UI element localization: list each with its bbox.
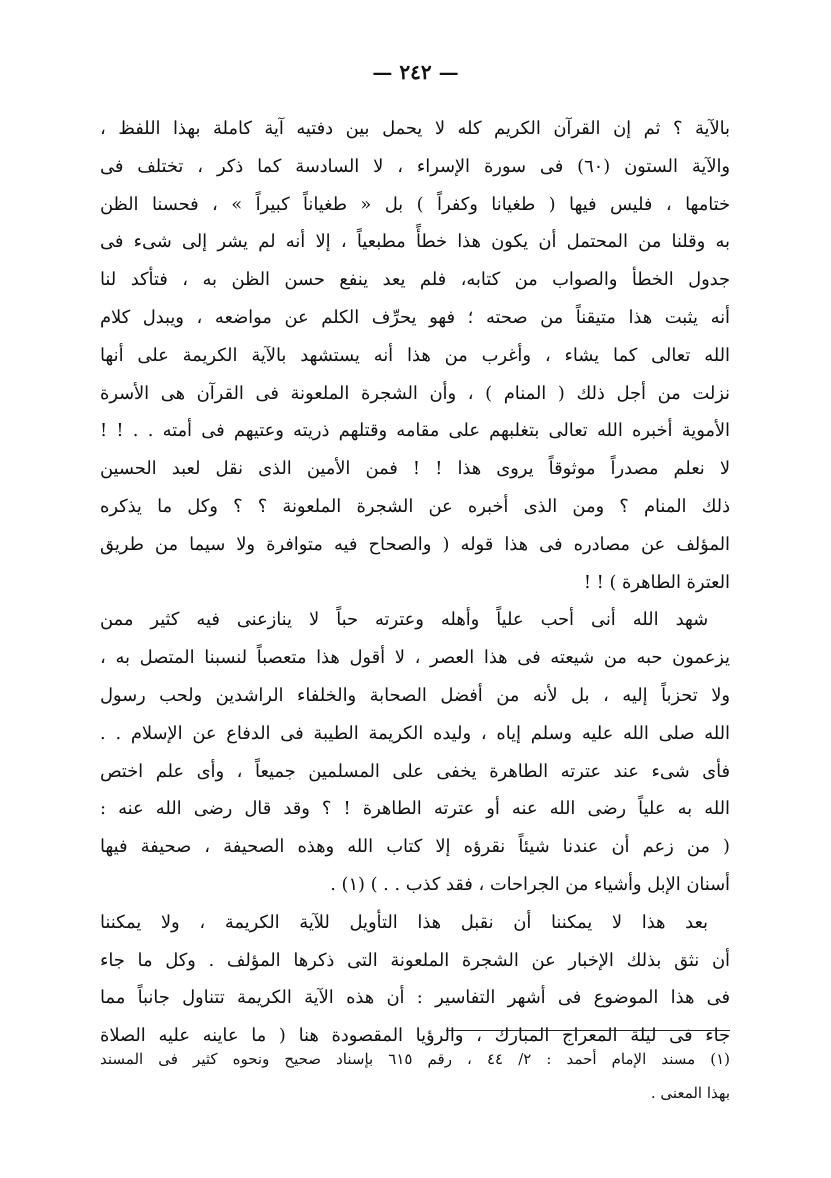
- text-line: الأموية أخبره الله تعالى بتغلبهم على مقامه وقتلهم ذريته وعتيهم فى أمته . . ! !: [100, 420, 730, 442]
- paragraph: [100, 904, 730, 1055]
- page-number: — ٢٤٢ —: [372, 60, 459, 84]
- text-line: أن نثق بذلك الإخبار عن الشجرة الملعونة التى ذكرها المؤلف . وكل ما جاء: [100, 949, 730, 971]
- text-line: ( من زعم أن عندنا شيئاً نقرؤه إلا كتاب الله وهذه الصحيفة ، صحيفة فيها: [100, 836, 730, 858]
- paragraph: [100, 110, 730, 601]
- footnote: [100, 1042, 730, 1110]
- text-line: به وقلنا من المحتمل أن يكون هذا خطأً مطبعياً ، إلا أنه لم يشر إلى شىء فى: [100, 231, 730, 253]
- text-line: ختامها ، فليس فيها ( طغيانا وكفراً ) بل « طغياناً كبيراً » ، فحسنا الظن: [100, 193, 730, 215]
- text-line: المؤلف عن مصادره فى هذا قوله ( والصحاح فيه متوافرة ولا سيما من طريق: [100, 533, 730, 555]
- text-line: فأى شىء عند عترته الطاهرة يخفى على المسلمين جميعاً ، وأى علم اختص: [100, 760, 730, 782]
- text-line: أسنان الإبل وأشياء من الجراحات ، فقد كذب . . ) (١) .: [330, 873, 730, 895]
- text-line: جاء فى ليلة المعراج المبارك ، والرؤيا المقصودة هنا ( ما عاينه عليه الصلاة: [100, 1025, 730, 1047]
- text-line: بعد هذا لا يمكننا أن نقبل هذا التأويل للآية الكريمة ، ولا يمكننا: [100, 911, 708, 933]
- text-line: لا نعلم مصدراً موثوقاً يروى هذا ! ! فمن الأمين الذى نقل لعبد الحسين: [100, 458, 730, 480]
- text-line: العترة الطاهرة ) ! !: [583, 571, 730, 593]
- text-line: شهد الله أنى أحب علياً وأهله وعترته حباً لا ينازعنى فيه كثير ممن: [100, 609, 708, 631]
- paragraph: [100, 601, 730, 903]
- text-line: ولا تحزباً إليه ، بل لأنه من أفضل الصحابة والخلفاء الراشدين ولحب رسول: [100, 684, 730, 706]
- text-line: بالآية ؟ ثم إن القرآن الكريم كله لا يحمل بين دفتيه آية كاملة بهذا اللفظ ،: [100, 118, 730, 139]
- text-line: ذلك المنام ؟ ومن الذى أخبره عن الشجرة الملعونة ؟ ؟ وكل ما يذكره: [100, 495, 730, 517]
- text-line: جدول الخطأ والصواب من كتابه، فلم يعد ينفع حسن الظن به ، فتأكد لنا: [100, 269, 730, 291]
- text-line: الله تعالى كما يشاء ، وأغرب من هذا أنه يستشهد بالآية الكريمة على أنها: [100, 344, 730, 366]
- text-line: نزلت من أجل ذلك ( المنام ) ، وأن الشجرة الملعونة فى القرآن هى الأسرة: [100, 382, 730, 404]
- text-line: فى هذا الموضوع فى أشهر التفاسير : أن هذه الآية الكريمة تتناول جانباً مما: [100, 987, 730, 1009]
- text-line: أنه يثبت هذا متيقناً من صحته ؛ فهو يحرِّف الكلم عن مواضعه ، ويبدل كلام: [100, 306, 730, 328]
- footnote-line: بهذا المعنى .: [650, 1084, 730, 1102]
- footnote-divider: [446, 1030, 730, 1031]
- body-text: [100, 110, 730, 1055]
- text-line: يزعمون حبه من شيعته فى هذا العصر ، لا أقول هذا متعصباً لنسبنا المتصل به ،: [100, 647, 730, 669]
- footnote-line: (١) مسند الإمام أحمد : ٢/ ٤٤ ، رقم ٦١٥ بإسناد صحيح ونحوه كثير فى المسند: [100, 1050, 730, 1068]
- text-line: والآية الستون (٦٠) فى سورة الإسراء ، لا السادسة كما ذكر ، تختلف فى: [100, 155, 730, 177]
- text-line: الله به علياً رضى الله عنه أو عترته الطاهرة ! ؟ وقد قال رضى الله عنه :: [100, 798, 730, 820]
- text-line: الله صلى الله عليه وسلم إياه ، وليده الكريمة الطيبة فى الدفاع عن الإسلام . .: [100, 722, 730, 744]
